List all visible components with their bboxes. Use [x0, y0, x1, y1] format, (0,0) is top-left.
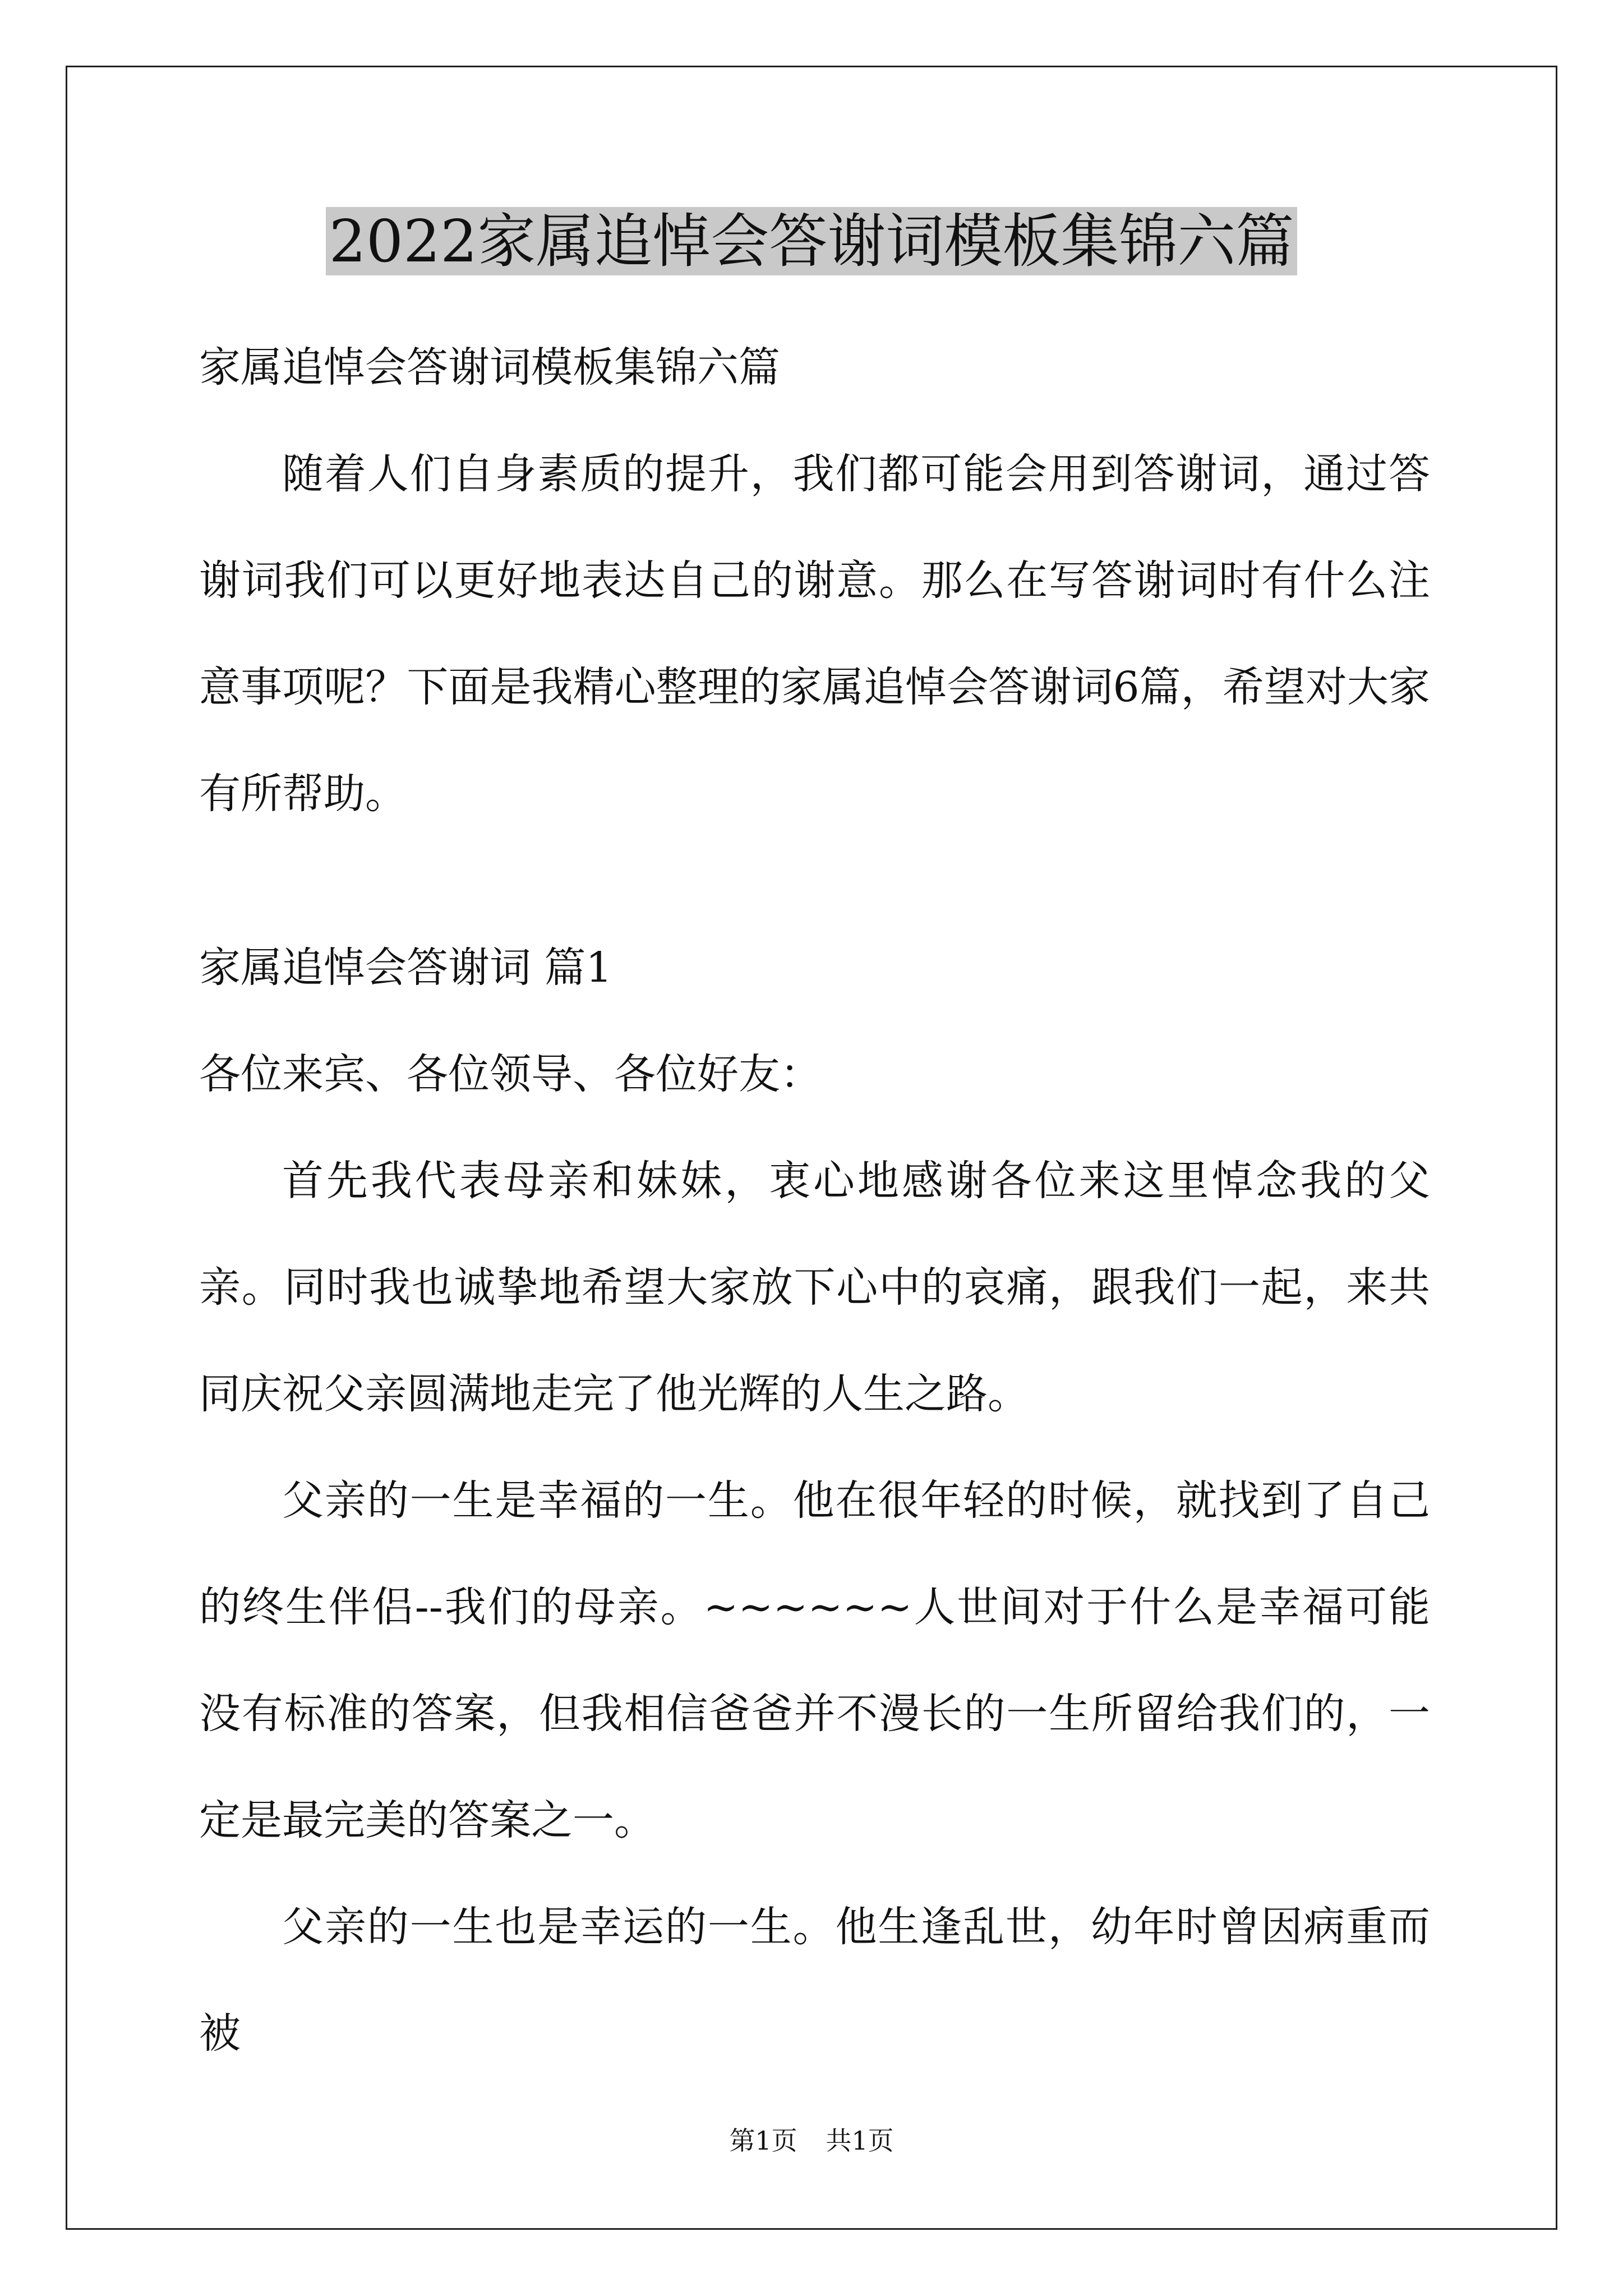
document-body: [199, 314, 1430, 2087]
page-footer: [0, 2120, 1623, 2157]
section-gap: [199, 847, 1430, 914]
salutation: 各位来宾、各位领导、各位好友：: [199, 1050, 822, 1098]
document-subtitle: 家属追悼会答谢词模板集锦六篇: [199, 343, 780, 392]
document-title: [0, 199, 1623, 283]
intro-paragraph: 随着人们自身素质的提升，我们都可能会用到答谢词，通过答谢词我们可以更好地表达自己的谢意。那么在写答谢词时有什么注意事项呢？下面是我精心整理的家属追悼会答谢词6篇，希望对大家有所帮助。: [199, 450, 1430, 818]
section-heading: 家属追悼会答谢词 篇1: [199, 944, 612, 992]
body-paragraph: 父亲的一生也是幸运的一生。他生逢乱世，幼年时曾因病重而被: [199, 1903, 1430, 2058]
page-total: 共1页: [826, 2125, 894, 2156]
document-title-text: 2022家属追悼会答谢词模板集锦六篇: [326, 207, 1298, 275]
page-number: 第1页: [729, 2125, 797, 2156]
body-paragraph: 父亲的一生是幸福的一生。他在很年轻的时候，就找到了自己的终生伴侣--我们的母亲。~~~~~~人世间对于什么是幸福可能没有标准的答案，但我相信爸爸并不漫长的一生所留给我们的，一定是最完美的答案之一。: [199, 1476, 1430, 1844]
body-paragraph: 首先我代表母亲和妹妹，衷心地感谢各位来这里悼念我的父亲。同时我也诚挚地希望大家放下心中的哀痛，跟我们一起，来共同庆祝父亲圆满地走完了他光辉的人生之路。: [199, 1157, 1430, 1418]
